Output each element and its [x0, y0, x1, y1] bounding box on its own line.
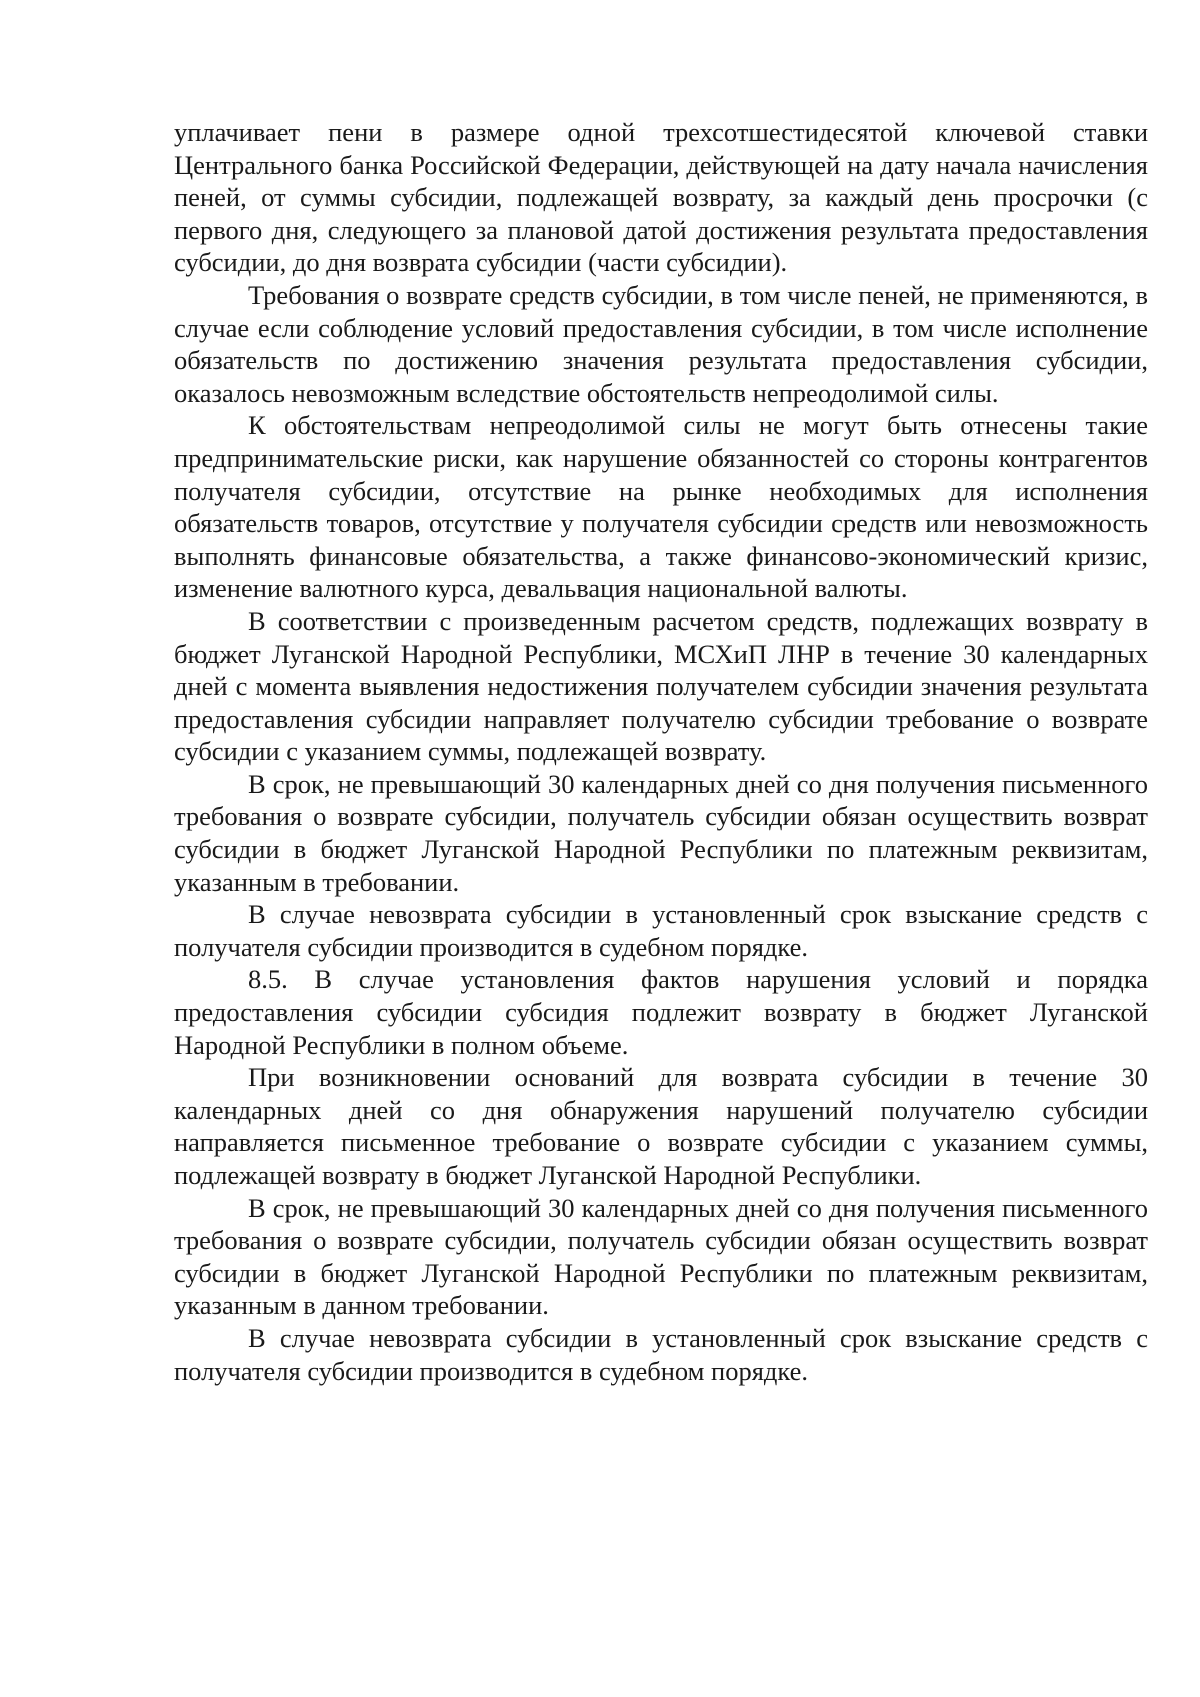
paragraph-section-8-5: 8.5. В случае установления фактов нарушения условий и порядка предоставления субсидии субсидия подлежит возврату в бюджет Луганской Народной Республики в полном объеме.: [174, 964, 1148, 1060]
paragraph-force-majeure-exclusions: К обстоятельствам непреодолимой силы не могут быть отнесены такие предпринимательские риски, как нарушение обязанностей со стороны контрагентов получателя субсидии, отсутствие на рынке необходимых для исполнения обязательств товаров, отсутствие у получателя субсидии средств или невозможность выполнять финансовые обязательства, а также финансово-экономический кризис, изменение валютного курса, девальвация национальной валюты.: [174, 410, 1148, 604]
paragraph-refund-deadline: В срок, не превышающий 30 календарных дней со дня получения письменного требования о возврате субсидии, получатель субсидии обязан осуществить возврат субсидии в бюджет Луганской Народной Республики по платежным реквизитам, указанным в требовании.: [174, 768, 1148, 897]
paragraph-judicial-recovery: В случае невозврата субсидии в установленный срок взыскание средств с получателя субсидии производится в судебном порядке.: [174, 899, 1148, 962]
paragraph-violation-refund-deadline: В срок, не превышающий 30 календарных дней со дня получения письменного требования о возврате субсидии, получатель субсидии обязан осуществить возврат субсидии в бюджет Луганской Народной Республики по платежным реквизитам, указанным в данном требовании.: [174, 1192, 1148, 1321]
paragraph-violation-judicial-recovery: В случае невозврата субсидии в установленный срок взыскание средств с получателя субсидии производится в судебном порядке.: [174, 1322, 1148, 1386]
paragraph-force-majeure-exemption: Требования о возврате средств субсидии, в том числе пеней, не применяются, в случае если соблюдение условий предоставления субсидии, в том числе исполнение обязательств по достижению значения результата предоставления субсидии, оказалось невозможным вследствие обстоятельств непреодолимой силы.: [174, 279, 1148, 408]
paragraph-penalty-continuation: уплачивает пени в размере одной трехсотшестидесятой ключевой ставки Центрального банка Российской Федерации, действующей на дату начала начисления пеней, от суммы субсидии, подлежащей возврату, за каждый день просрочки (с первого дня, следующего за плановой датой достижения результата предоставления субсидии, до дня возврата субсидии (части субсидии).: [174, 117, 1148, 278]
document-page: [174, 116, 1148, 1387]
paragraph-refund-calculation: В соответствии с произведенным расчетом средств, подлежащих возврату в бюджет Луганской Народной Республики, МСХиП ЛНР в течение 30 календарных дней с момента выявления недостижения получателем субсидии значения результата предоставления субсидии направляет получателю субсидии требование о возврате субсидии с указанием суммы, подлежащей возврату.: [174, 605, 1148, 767]
paragraph-violation-notice: При возникновении оснований для возврата субсидии в течение 30 календарных дней со дня обнаружения нарушений получателю субсидии направляется письменное требование о возврате субсидии с указанием суммы, подлежащей возврату в бюджет Луганской Народной Республики.: [174, 1062, 1148, 1190]
